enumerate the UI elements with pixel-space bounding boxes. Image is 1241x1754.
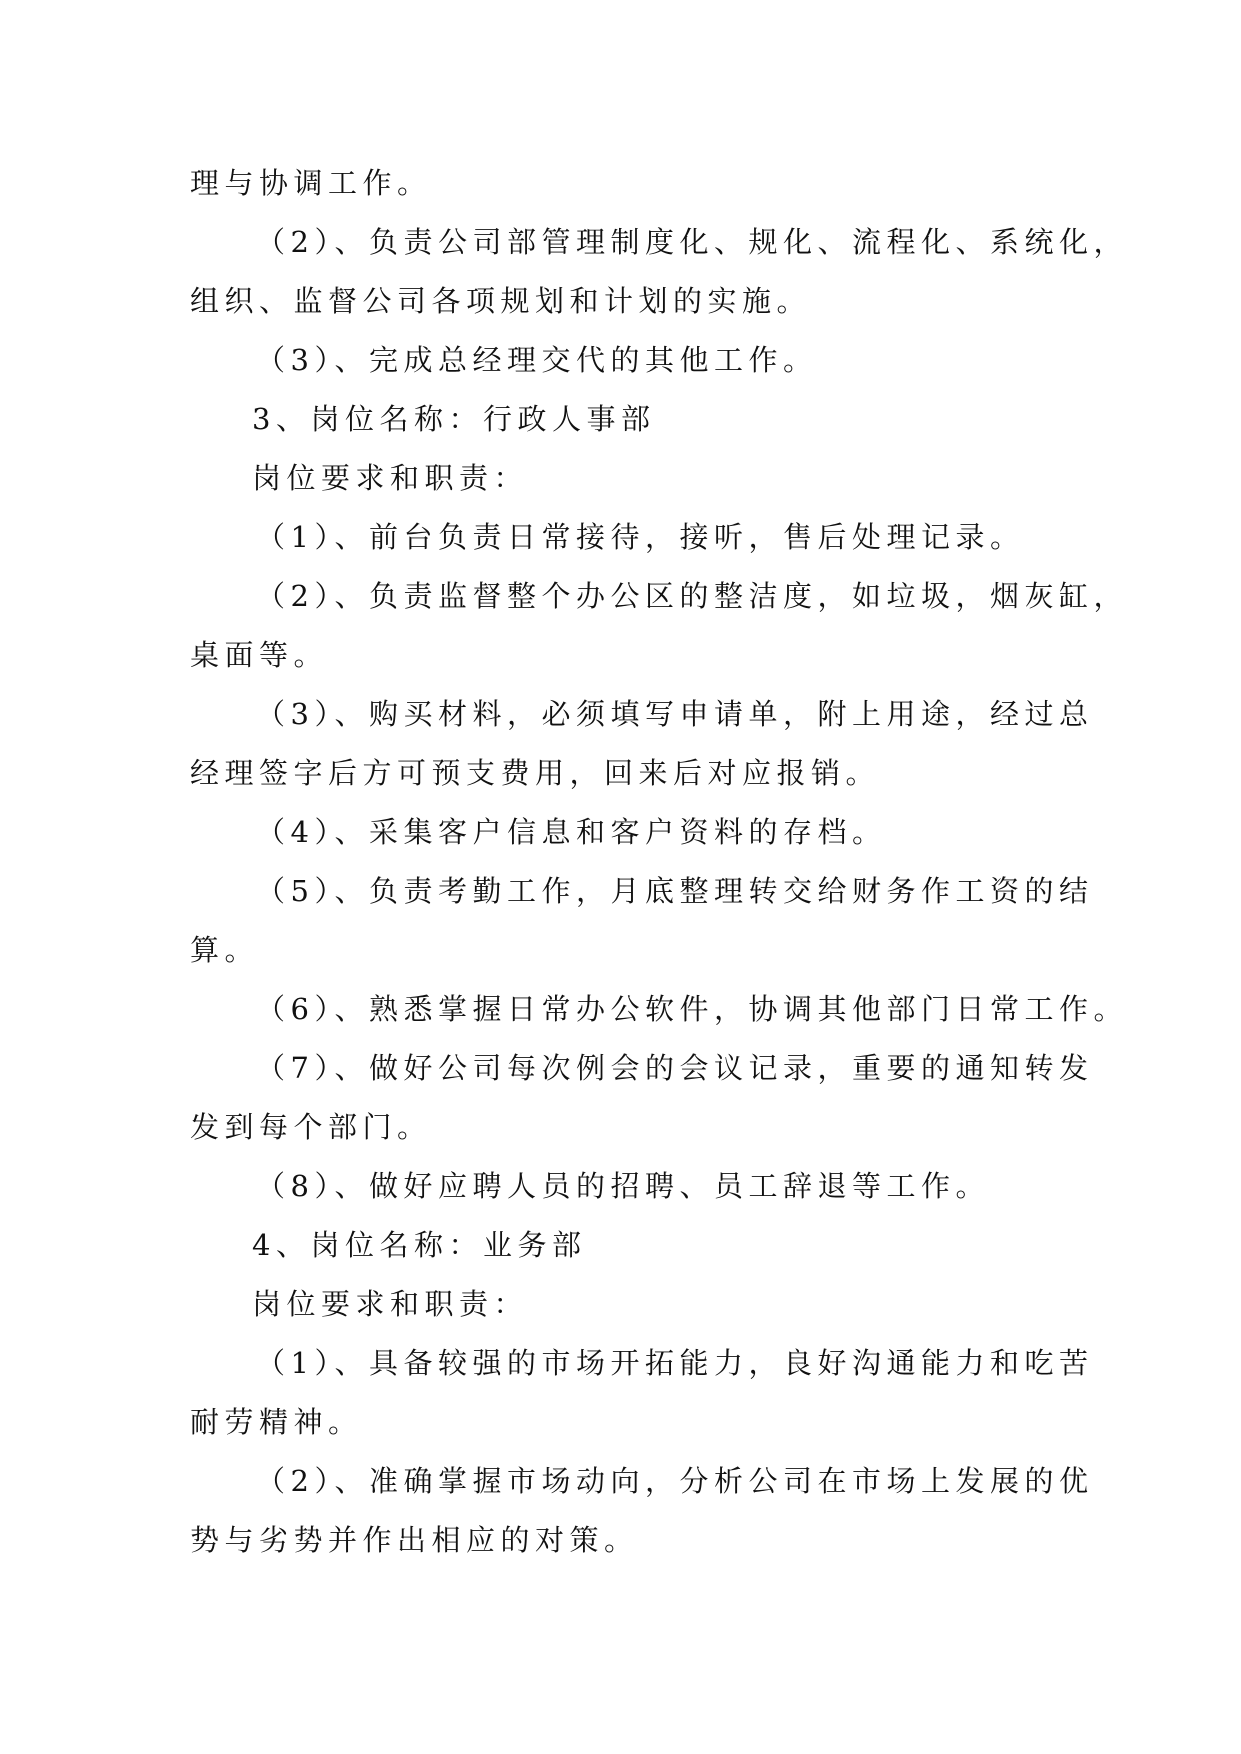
text-line: （4）、采集客户信息和客户资料的存档。 (256, 815, 887, 849)
text-line: （2）、负责监督整个办公区的整洁度，如垃圾，烟灰缸， (256, 579, 1128, 613)
text-line: （5）、负责考勤工作，月底整理转交给财务作工资的结 (256, 874, 1094, 908)
text-line: （3）、购买材料，必须填写申请单，附上用途，经过总 (256, 697, 1094, 731)
text-line: （2）、负责公司部管理制度化、规化、流程化、系统化， (256, 225, 1128, 259)
document-body (190, 154, 1128, 1570)
text-line: 组织、监督公司各项规划和计划的实施。 (190, 284, 812, 318)
text-line: 理与协调工作。 (190, 166, 432, 200)
subsection-label: 岗位要求和职责： (252, 461, 529, 495)
text-line: （8）、做好应聘人员的招聘、员工辞退等工作。 (256, 1169, 990, 1203)
text-line: （3）、完成总经理交代的其他工作。 (256, 343, 818, 377)
section-heading: 4、岗位名称：业务部 (252, 1228, 587, 1262)
text-line: 经理签字后方可预支费用，回来后对应报销。 (190, 756, 881, 790)
text-line: （1）、具备较强的市场开拓能力，良好沟通能力和吃苦 (256, 1346, 1094, 1380)
text-line: （1）、前台负责日常接待，接听，售后处理记录。 (256, 520, 1025, 554)
section-heading: 3、岗位名称：行政人事部 (252, 402, 656, 436)
text-line: 耐劳精神。 (190, 1405, 363, 1439)
text-line: 算。 (190, 933, 260, 967)
text-line: （2）、准确掌握市场动向，分析公司在市场上发展的优 (256, 1464, 1094, 1498)
subsection-label: 岗位要求和职责： (252, 1287, 529, 1321)
text-line: 桌面等。 (190, 638, 329, 672)
text-line: 势与劣势并作出相应的对策。 (190, 1523, 639, 1557)
text-line: 发到每个部门。 (190, 1110, 432, 1144)
text-line: （6）、熟悉掌握日常办公软件，协调其他部门日常工作。 (256, 992, 1128, 1026)
text-line: （7）、做好公司每次例会的会议记录，重要的通知转发 (256, 1051, 1094, 1085)
